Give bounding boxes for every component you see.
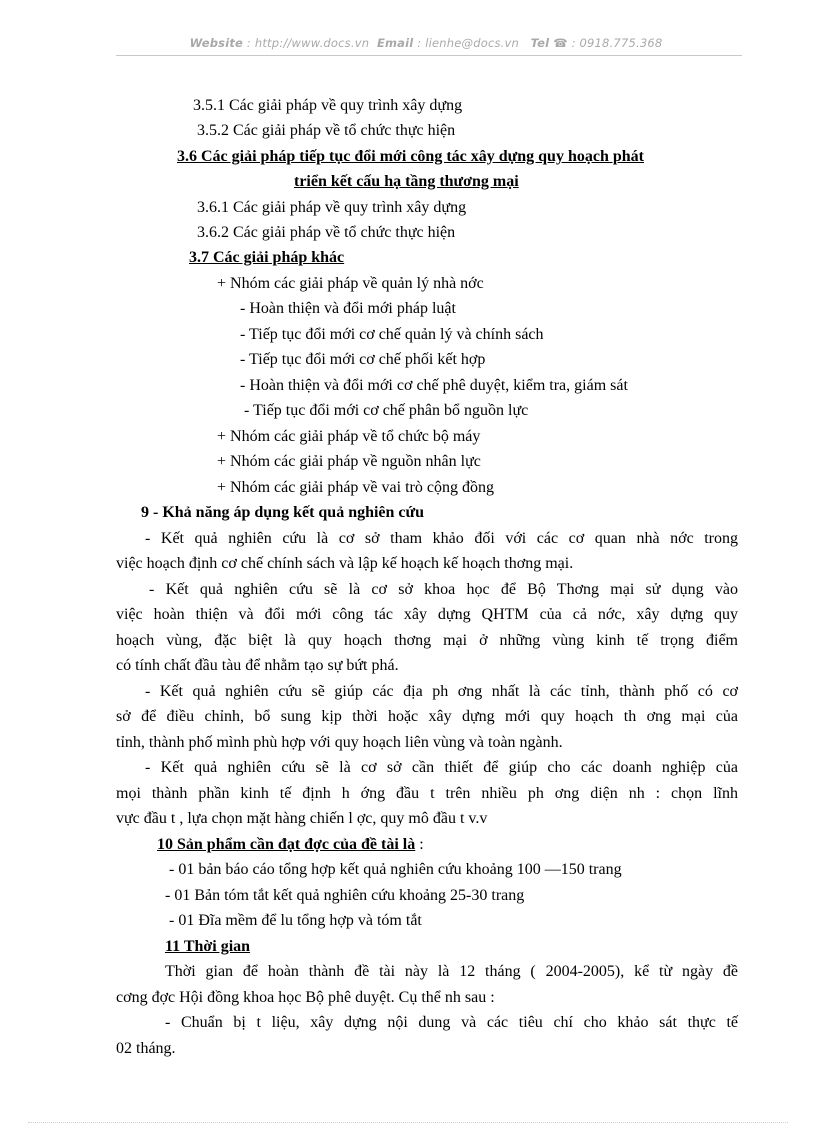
para3-line1: - Kết quả nghiên cứu sẽ giúp các địa ph ơng nhất là các tỉnh, thành phố có cơ <box>145 683 738 700</box>
tel-label: Tel <box>530 36 550 50</box>
para5-line2: cơng đợc Hội đồng khoa học Bộ phê duyệt. Cụ thể nh sau : <box>116 989 495 1006</box>
heading-section-10-text: 10 Sản phẩm cần đạt đợc của đề tài là <box>157 836 416 853</box>
para2-line3: hoạch vùng, đặc biệt là quy hoạch thơng mại ở những vùng kinh tế trọng điểm <box>116 632 738 649</box>
header-divider <box>116 55 742 56</box>
item-3-5-2: 3.5.2 Các giải pháp về tổ chức thực hiện <box>197 122 456 139</box>
para6-line2: 02 tháng. <box>116 1040 176 1057</box>
deliverable-disk: - 01 Đĩa mềm để lu tổng hợp và tóm tắt <box>169 912 422 929</box>
sub-item-coordination: - Tiếp tục đổi mới cơ chế phối kết hợp <box>240 351 486 368</box>
sub-item-resources: - Tiếp tục đổi mới cơ chế phân bổ nguồn lực <box>244 402 529 419</box>
group-organization: + Nhóm các giải pháp về tổ chức bộ máy <box>217 428 481 445</box>
heading-section-11: 11 Thời gian <box>165 938 251 955</box>
item-3-6-2: 3.6.2 Các giải pháp về tổ chức thực hiện <box>197 224 456 241</box>
phone-icon: ☎ <box>553 36 568 50</box>
item-3-5-1: 3.5.1 Các giải pháp về quy trình xây dựng <box>193 97 463 114</box>
heading-3-6-line1: 3.6 Các giải pháp tiếp tục đổi mới công tác xây dựng quy hoạch phát <box>177 148 644 165</box>
heading-section-9: 9 - Khả năng áp dụng kết quả nghiên cứu <box>141 504 425 521</box>
email-label: Email <box>376 36 414 50</box>
para4-line1: - Kết quả nghiên cứu sẽ là cơ sở cần thiết để giúp cho các doanh nghiệp của <box>145 759 738 776</box>
group-state-management: + Nhóm các giải pháp về quản lý nhà nớc <box>217 275 484 292</box>
para3-line2: sở để điều chỉnh, bổ sung kịp thời hoặc xây dựng mới quy hoạch th ơng mại của <box>116 708 738 725</box>
para2-line2: việc hoàn thiện và đổi mới công tác xây dựng QHTM của cả nớc, xây dựng quy <box>116 606 738 623</box>
para4-line3: vực đầu t , lựa chọn mặt hàng chiến l ợc, quy mô đầu t v.v <box>116 810 488 827</box>
heading-section-10 <box>157 835 424 855</box>
para3-line3: tỉnh, thành phố mình phù hợp với quy hoạch liên vùng và toàn ngành. <box>116 734 563 751</box>
tel-value: : 0918.775.368 <box>571 36 663 50</box>
heading-3-6-line2: triển kết cấu hạ tầng thương mại <box>294 173 519 190</box>
heading-section-10-tail: : <box>415 836 424 853</box>
email-value: : lienhe@docs.vn <box>417 36 520 50</box>
sub-item-policy: - Tiếp tục đổi mới cơ chế quản lý và chính sách <box>240 326 544 343</box>
para5-line1: Thời gian để hoàn thành đề tài này là 12 tháng ( 2004-2005), kể từ ngày đề <box>165 963 738 980</box>
website-label: Website <box>189 36 244 50</box>
group-community: + Nhóm các giải pháp về vai trò cộng đồng <box>217 479 494 496</box>
deliverable-report: - 01 bản báo cáo tổng hợp kết quả nghiên cứu khoảng 100 —150 trang <box>169 861 622 878</box>
deliverable-summary: - 01 Bản tóm tắt kết quả nghiên cứu khoảng 25-30 trang <box>165 887 525 904</box>
group-human-resources: + Nhóm các giải pháp về nguồn nhân lực <box>217 453 481 470</box>
website-value: : http://www.docs.vn <box>246 36 370 50</box>
heading-3-7: 3.7 Các giải pháp khác <box>189 249 345 266</box>
page-header <box>110 36 742 50</box>
para2-line1: - Kết quả nghiên cứu sẽ là cơ sở khoa học để Bộ Thơng mại sử dụng vào <box>149 581 738 598</box>
item-3-6-1: 3.6.1 Các giải pháp về quy trình xây dựng <box>197 199 467 216</box>
para6-line1: - Chuẩn bị t liệu, xây dựng nội dung và các tiêu chí cho khảo sát thực tế <box>165 1014 738 1031</box>
sub-item-approval: - Hoàn thiện và đổi mới cơ chế phê duyệt, kiểm tra, giám sát <box>240 377 628 394</box>
para1-line1: - Kết quả nghiên cứu là cơ sở tham khảo đối với các cơ quan nhà nớc trong <box>145 530 738 547</box>
para4-line2: mọi thành phần kinh tế định h ớng đầu t trên nhiều ph ơng diện nh : chọn lĩnh <box>116 785 738 802</box>
para1-line2: việc hoạch định cơ chế chính sách và lập kế hoạch kế hoạch thơng mại. <box>116 555 574 572</box>
sub-item-law: - Hoàn thiện và đổi mới pháp luật <box>240 300 456 317</box>
para2-line4: có tính chất đầu tàu để nhằm tạo sự bứt phá. <box>116 657 399 674</box>
